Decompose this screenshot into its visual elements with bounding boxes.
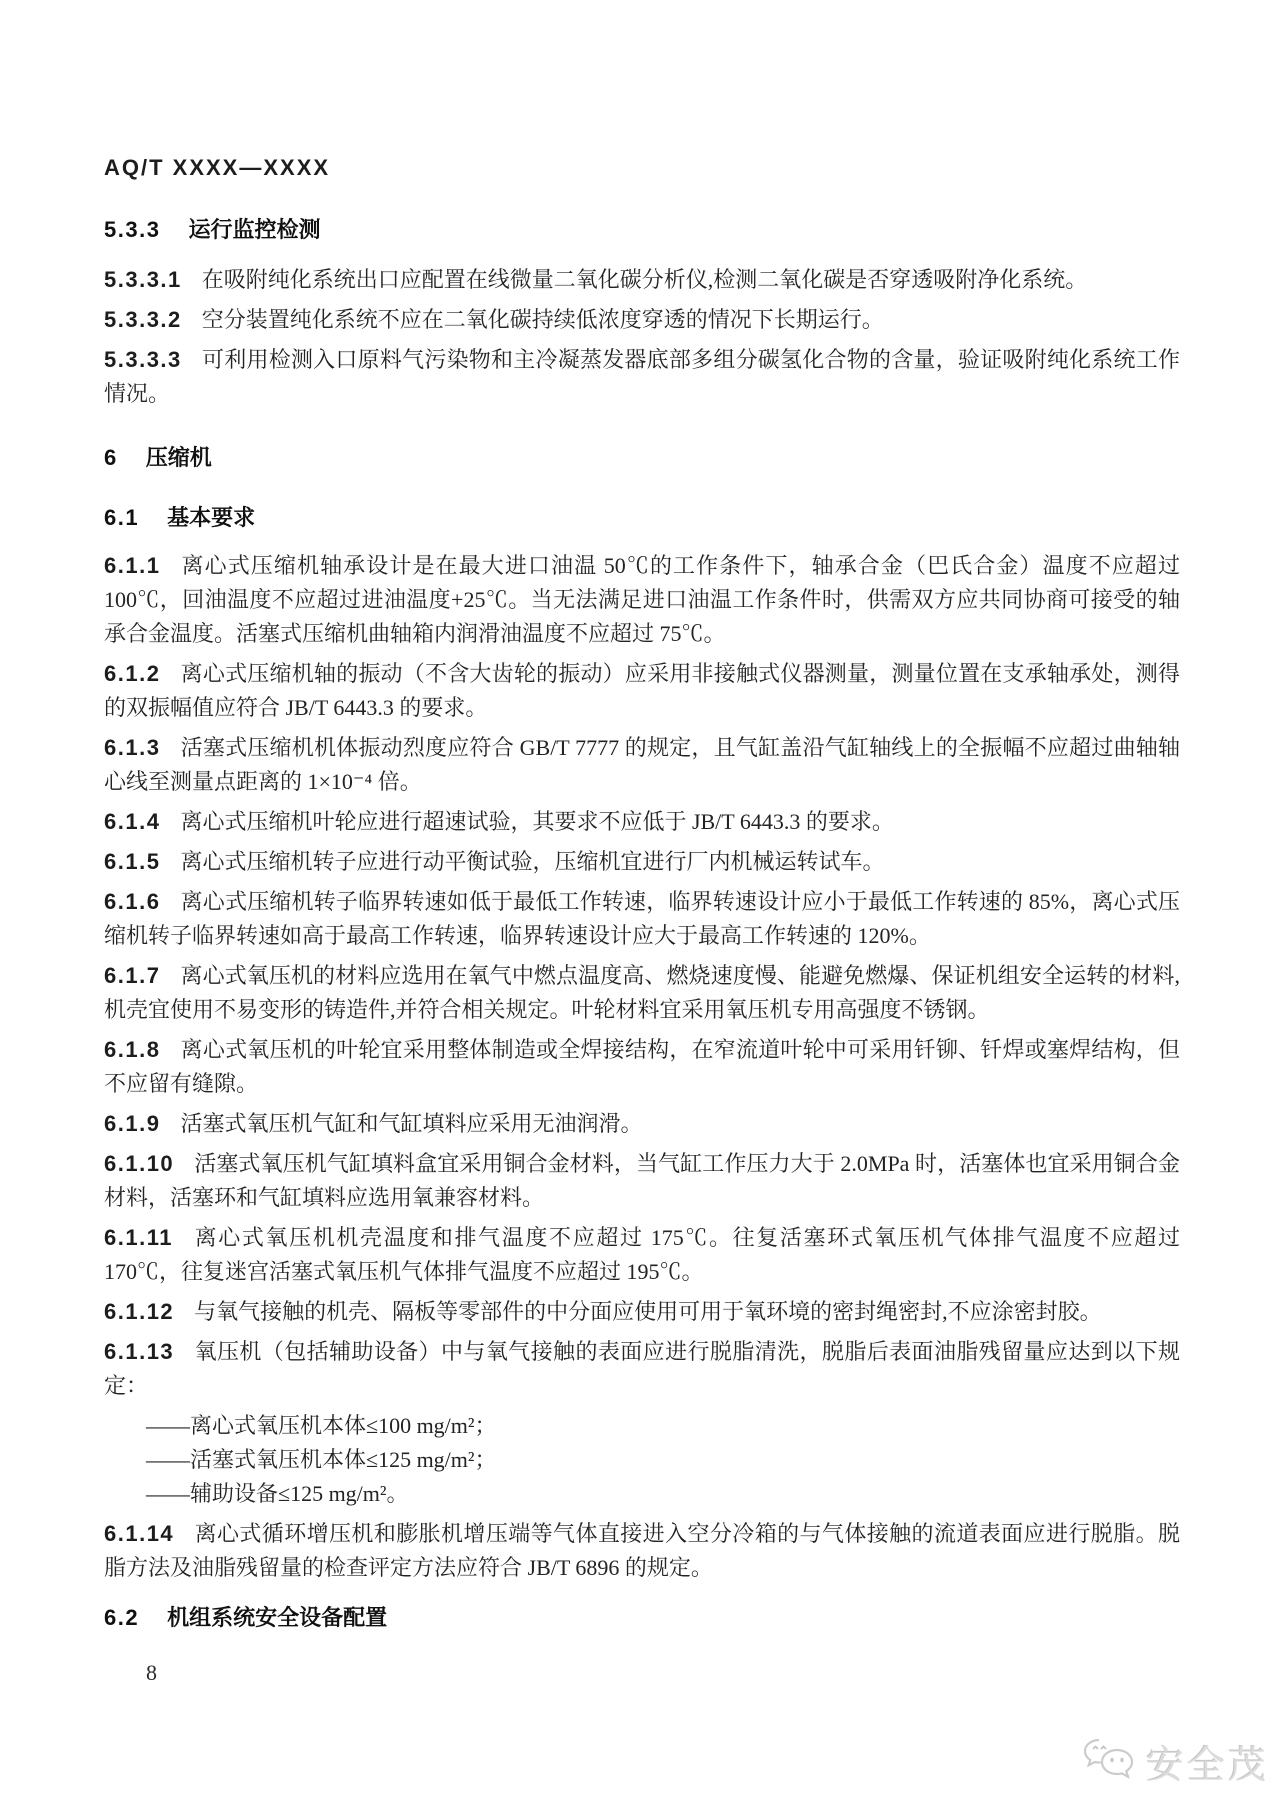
clause-number: 6.1.14 [104,1521,175,1546]
clause-text: 离心式氧压机的叶轮宜采用整体制造或全焊接结构，在窄流道叶轮中可采用钎铆、钎焊或塞焊结构，但不应留有缝隙。 [104,1037,1180,1096]
heading-title: 基本要求 [167,505,256,530]
clause-5-3-3-3 [104,343,1180,411]
document-body [104,155,1180,1633]
clause-6-1-4 [104,805,1180,839]
list-item-auxiliary-limit: ——辅助设备≤125 mg/m²。 [146,1481,409,1506]
clause-6-1-6 [104,885,1180,953]
clause-6-1-5 [104,845,1180,879]
clause-text: 离心式压缩机轴承设计是在最大进口油温 50℃的工作条件下，轴承合金（巴氏合金）温度不应超过 100℃，回油温度不应超过进油温度+25℃。当无法满足进口油温工作条件时，供需双方应共同协商可接受的轴承合金温度。活塞式压缩机曲轴箱内润滑油温度不应超过 75℃。 [104,553,1180,646]
heading-number: 6 [104,445,118,470]
heading-number: 6.2 [104,1605,140,1630]
clause-text: 在吸附纯化系统出口应配置在线微量二氧化碳分析仪,检测二氧化碳是否穿透吸附净化系统。 [201,267,1088,292]
clause-6-1-1 [104,549,1180,651]
watermark-text: 安全茂 [1146,1745,1270,1787]
clause-6-1-2 [104,657,1180,725]
clause-number: 6.1.11 [104,1225,173,1250]
clause-text: 活塞式氧压机气缸和气缸填料应采用无油润滑。 [180,1111,643,1136]
heading-6-1 [104,503,1180,533]
clause-6-1-11 [104,1221,1180,1289]
clause-text: 离心式循环增压机和膨胀机增压端等气体直接进入空分冷箱的与气体接触的流道表面应进行脱脂。脱脂方法及油脂残留量的检查评定方法应符合 JB/T 6896 的规定。 [104,1521,1180,1580]
clause-text: 与氧气接触的机壳、隔板等零部件的中分面应使用可用于氧环境的密封绳密封,不应涂密封胶。 [194,1299,1102,1324]
heading-title: 运行监控检测 [188,217,321,242]
running-header: AQ/T XXXX—XXXX [104,155,331,180]
clause-number: 6.1.2 [104,661,161,686]
clause-text: 空分装置纯化系统不应在二氧化碳持续低浓度穿透的情况下长期运行。 [201,307,884,332]
clause-number: 5.3.3.1 [104,267,182,292]
heading-5-3-3 [104,215,1180,245]
clause-6-1-9 [104,1107,1180,1141]
clause-6-1-7 [104,959,1180,1027]
clause-number: 6.1.9 [104,1111,161,1136]
clause-text: 氧压机（包括辅助设备）中与氧气接触的表面应进行脱脂清洗，脱脂后表面油脂残留量应达到以下规定： [104,1339,1180,1398]
clause-text: 离心式压缩机轴的振动（不含大齿轮的振动）应采用非接触式仪器测量，测量位置在支承轴承处，测得的双振幅值应符合 JB/T 6443.3 的要求。 [104,661,1180,720]
heading-title: 压缩机 [145,445,212,470]
clause-text: 离心式压缩机叶轮应进行超速试验，其要求不应低于 JB/T 6443.3 的要求。 [180,809,894,834]
clause-6-1-12 [104,1295,1180,1329]
clause-text: 活塞式氧压机气缸填料盒宜采用铜合金材料，当气缸工作压力大于 2.0MPa 时，活塞体也宜采用铜合金材料，活塞环和气缸填料应选用氧兼容材料。 [104,1151,1180,1210]
clause-6-1-10 [104,1147,1180,1215]
clause-number: 6.1.13 [104,1339,175,1364]
clause-text: 活塞式压缩机机体振动烈度应符合 GB/T 7777 的规定，且气缸盖沿气缸轴线上的全振幅不应超过曲轴轴心线至测量点距离的 1×10⁻⁴ 倍。 [104,735,1180,794]
clause-number: 6.1.8 [104,1037,161,1062]
list-item-centrifugal-limit: ——离心式氧压机本体≤100 mg/m²； [146,1413,497,1438]
clause-text: 离心式氧压机机壳温度和排气温度不应超过 175℃。往复活塞环式氧压机气体排气温度不应超过 170℃，往复迷宫活塞式氧压机气体排气温度不应超过 195℃。 [104,1225,1180,1284]
clause-6-1-8 [104,1033,1180,1101]
heading-chapter-6 [104,443,1180,473]
clause-6-1-14 [104,1517,1180,1585]
page-number: 8 [146,1660,157,1685]
list-item-piston-limit: ——活塞式氧压机本体≤125 mg/m²； [146,1447,497,1472]
heading-title: 机组系统安全设备配置 [167,1605,388,1630]
clause-number: 6.1.7 [104,963,161,988]
clause-text: 离心式压缩机转子应进行动平衡试验，压缩机宜进行厂内机械运转试车。 [180,849,885,874]
clause-number: 6.1.5 [104,849,161,874]
clause-number: 6.1.6 [104,889,161,914]
clause-number: 6.1.12 [104,1299,175,1324]
clause-5-3-3-2 [104,303,1180,337]
clause-number: 5.3.3.3 [104,347,182,372]
heading-6-2 [104,1603,1180,1633]
clause-5-3-3-1 [104,263,1180,297]
clause-6-1-3 [104,731,1180,799]
clause-6-1-13 [104,1335,1180,1403]
clause-number: 5.3.3.2 [104,307,182,332]
clause-text: 离心式压缩机转子临界转速如低于最低工作转速，临界转速设计应小于最低工作转速的 85%，离心式压缩机转子临界转速如高于最高工作转速，临界转速设计应大于最高工作转速的 120%。 [104,889,1180,948]
watermark [1082,1734,1269,1789]
clause-text: 离心式氧压机的材料应选用在氧气中燃点温度高、燃烧速度慢、能避免燃爆、保证机组安全运转的材料,机壳宜使用不易变形的铸造件,并符合相关规定。叶轮材料宜采用氧压机专用高强度不锈钢。 [104,963,1180,1022]
clause-number: 6.1.10 [104,1151,175,1176]
wechat-chat-bubbles-icon [1082,1737,1138,1787]
clause-number: 6.1.4 [104,809,161,834]
clause-text: 可利用检测入口原料气污染物和主冷凝蒸发器底部多组分碳氢化合物的含量，验证吸附纯化系统工作情况。 [104,347,1180,406]
clause-number: 6.1.3 [104,735,161,760]
clause-number: 6.1.1 [104,553,161,578]
heading-number: 6.1 [104,505,140,530]
heading-number: 5.3.3 [104,217,161,242]
